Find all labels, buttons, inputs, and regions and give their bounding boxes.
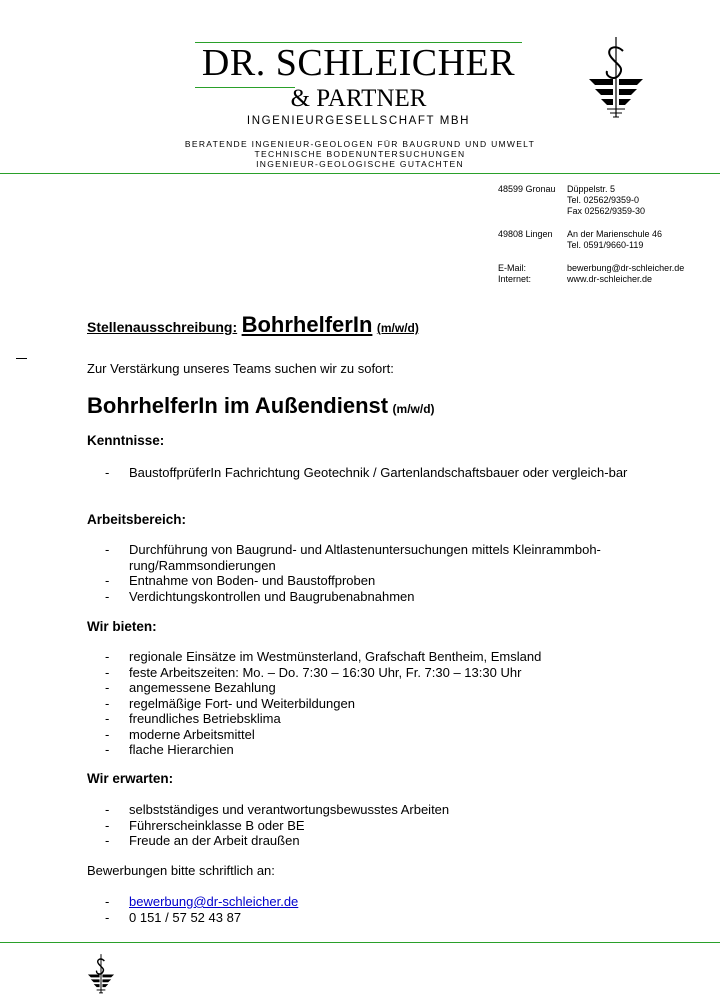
contact-phone: 0 151 / 57 52 43 87 xyxy=(129,909,242,925)
bewerbung-text: Bewerbungen bitte schriftlich an: xyxy=(87,863,275,878)
email-label: E-Mail: xyxy=(498,263,527,273)
list-item xyxy=(105,894,635,910)
bieten-item-3: angemessene Bezahlung xyxy=(129,680,276,695)
dash-mark: - xyxy=(105,909,110,925)
erwarten-list xyxy=(105,802,635,849)
dash-mark: - xyxy=(105,573,110,588)
list-item xyxy=(105,910,635,926)
arbeitsbereich-list xyxy=(105,542,635,604)
intro-text: Zur Verstärkung unseres Teams suchen wir zu sofort: xyxy=(87,361,394,376)
tagline-1: BERATENDE INGENIEUR-GEOLOGEN FÜR BAUGRUND UND UMWELT xyxy=(184,139,536,149)
erwarten-heading: Wir erwarten: xyxy=(87,771,174,786)
list-item xyxy=(105,696,635,712)
list-item xyxy=(105,573,635,589)
bieten-item-5: freundliches Betriebsklima xyxy=(129,711,281,726)
list-item xyxy=(105,802,635,818)
arbeitsbereich-item-2: Entnahme von Boden- und Baustoffproben xyxy=(129,573,376,588)
gronau-fax: Fax 02562/9359-30 xyxy=(567,206,646,216)
bieten-item-7: flache Hierarchien xyxy=(129,742,234,757)
main-title xyxy=(87,393,435,419)
main-title-text: BohrhelferIn im Außendienst xyxy=(87,393,389,418)
bieten-item-4: regelmäßige Fort- und Weiterbildungen xyxy=(129,695,355,711)
arbeitsbereich-item-3: Verdichtungskontrollen und Baugrubenabnahmen xyxy=(129,588,415,604)
company-partner: & PARTNER xyxy=(290,85,427,112)
tagline-2: TECHNISCHE BODENUNTERSUCHUNGEN xyxy=(254,149,466,159)
dash-mark: - xyxy=(105,649,110,664)
email-value[interactable]: bewerbung@dr-schleicher.de xyxy=(567,263,685,273)
gronau-street: Düppelstr. 5 xyxy=(567,184,616,194)
list-item xyxy=(105,742,635,758)
dash-mark: - xyxy=(105,726,110,742)
lingen-street: An der Marienschule 46 xyxy=(567,229,663,239)
kenntnisse-item-1: BaustoffprüferIn Fachrichtung Geotechnik / Gartenlandschaftsbauer oder vergleich-bar xyxy=(129,465,628,480)
list-item xyxy=(105,833,635,849)
dash-mark: - xyxy=(105,817,110,833)
list-item xyxy=(105,711,635,727)
gronau-tel: Tel. 02562/9359-0 xyxy=(567,195,640,205)
list-item xyxy=(105,727,635,743)
lingen-tel: Tel. 0591/9660-119 xyxy=(567,240,644,250)
header-divider xyxy=(0,173,720,174)
bieten-list xyxy=(105,649,635,758)
posting-title-suffix: (m/w/d) xyxy=(376,321,419,335)
erwarten-item-2: Führerscheinklasse B oder BE xyxy=(129,817,305,833)
lingen-city: 49808 Lingen xyxy=(498,229,553,239)
fold-mark xyxy=(16,358,27,359)
kenntnisse-heading: Kenntnisse: xyxy=(87,433,165,448)
contact-email-link[interactable]: bewerbung@dr-schleicher.de xyxy=(129,894,299,909)
bieten-heading: Wir bieten: xyxy=(87,619,157,634)
contact-list xyxy=(105,894,635,925)
dash-mark: - xyxy=(105,894,110,909)
list-item xyxy=(105,465,635,481)
gronau-city: 48599 Gronau xyxy=(498,184,556,194)
main-title-suffix: (m/w/d) xyxy=(392,402,435,416)
company-prefix: DR. xyxy=(201,42,266,84)
list-item xyxy=(105,542,635,573)
posting-title: BohrhelferIn xyxy=(241,312,373,337)
list-item xyxy=(105,649,635,665)
dash-mark: - xyxy=(105,465,110,480)
internet-value[interactable]: www.dr-schleicher.de xyxy=(567,274,653,284)
dash-mark: - xyxy=(105,802,110,817)
dash-mark: - xyxy=(105,680,110,695)
company-name xyxy=(196,44,521,82)
emblem-logo-icon xyxy=(585,35,647,121)
footer-divider xyxy=(0,942,720,943)
dash-mark: - xyxy=(105,711,110,726)
dash-mark: - xyxy=(105,833,110,848)
erwarten-item-3: Freude an der Arbeit draußen xyxy=(129,833,300,848)
dash-mark: - xyxy=(105,695,110,711)
dash-mark: - xyxy=(105,742,110,757)
company-type: INGENIEURGESELLSCHAFT MBH xyxy=(246,115,471,127)
company-surname: SCHLEICHER xyxy=(275,42,516,84)
bieten-item-1: regionale Einsätze im Westmünsterland, Grafschaft Bentheim, Emsland xyxy=(129,649,542,664)
arbeitsbereich-heading: Arbeitsbereich: xyxy=(87,512,187,527)
list-item xyxy=(105,680,635,696)
dash-mark: - xyxy=(105,588,110,604)
posting-label: Stellenausschreibung: xyxy=(87,319,238,335)
internet-label: Internet: xyxy=(498,274,532,284)
erwarten-item-1: selbstständiges und verantwortungsbewusstes Arbeiten xyxy=(129,802,450,817)
dash-mark: - xyxy=(105,542,110,557)
arbeitsbereich-item-1: Durchführung von Baugrund- und Altlastenuntersuchungen mittels Kleinrammboh-rung/Rammsondierungen xyxy=(129,542,601,573)
bieten-item-6: moderne Arbeitsmittel xyxy=(129,726,255,742)
dash-mark: - xyxy=(105,664,110,680)
tagline-3: INGENIEUR-GEOLOGISCHE GUTACHTEN xyxy=(256,159,464,169)
list-item xyxy=(105,589,635,605)
list-item xyxy=(105,665,635,681)
list-item xyxy=(105,818,635,834)
posting-title-line xyxy=(87,312,419,338)
kenntnisse-list xyxy=(105,465,635,481)
bieten-item-2: feste Arbeitszeiten: Mo. – Do. 7:30 – 16:30 Uhr, Fr. 7:30 – 13:30 Uhr xyxy=(129,664,522,680)
footer-emblem-icon xyxy=(86,952,116,996)
